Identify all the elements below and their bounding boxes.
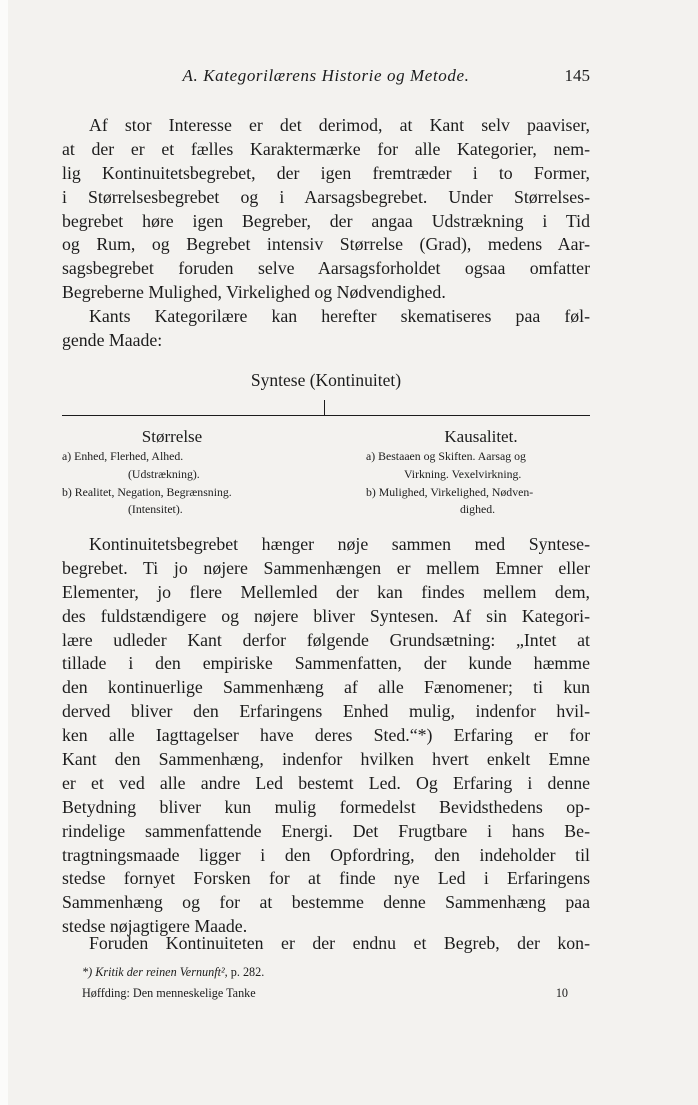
text-line: Elementer, jo flere Mellemled der kan findes mellem dem,	[62, 581, 590, 602]
running-header	[62, 66, 590, 90]
text-line: er et ved alle andre Led bestemt Led. Og Erfaring i denne	[62, 772, 590, 793]
text-line: at der er et fælles Karaktermærke for alle Kategorier, nem-	[62, 138, 590, 159]
footnote	[82, 965, 264, 980]
column-heading: Størrelse	[141, 427, 203, 446]
text-line: lig Kontinuitetsbegrebet, der igen fremtræder i to Former,	[62, 162, 590, 183]
text-line: ken alle Iagttagelser have deres Sted.“*) Erfaring er for	[62, 725, 590, 746]
column-line: (Udstrækning).	[128, 466, 200, 481]
text-line: tillade i den empiriske Sammenfatten, der kunde hæmme	[62, 653, 590, 674]
paragraph-3	[62, 533, 590, 939]
text-line: derved bliver den Erfaringens Enhed mulig, indenfor hvil-	[62, 701, 590, 722]
column-line: Virkning. Vexelvirkning.	[404, 466, 522, 481]
column-heading: Kausalitet.	[444, 427, 518, 446]
footnote-marker: *)	[82, 965, 93, 979]
diagram-title: Syntese (Kontinuitet)	[250, 370, 402, 390]
printer-signature	[82, 986, 568, 1001]
text-line: begrebet. Ti jo nøjere Sammenhængen er mellem Emner eller	[62, 557, 590, 578]
text-line: Kant den Sammenhæng, indenfor hvilken hvert enkelt Emne	[62, 749, 590, 770]
diagram-right-column	[366, 426, 596, 519]
text-line: lære udleder Kant derfor følgende Grundsætning: „Intet at	[62, 629, 590, 650]
paragraph-4	[62, 932, 590, 956]
text-line: des fuldstændigere og nøjere bliver Syntesen. Af sin Kategori-	[62, 605, 590, 626]
text-line: den kontinuerlige Sammenhæng af alle Fænomener; ti kun	[62, 677, 590, 698]
paragraph-2	[62, 305, 590, 353]
text-line: Betydning bliver kun mulig formedelst Bevidsthedens op-	[62, 796, 590, 817]
text-line: Sammenhæng og for at bestemme denne Sammenhæng paa	[62, 892, 590, 913]
text-line: rindelige sammenfattende Energi. Det Frugtbare i hans Be-	[62, 820, 590, 841]
text-line: Begreberne Mulighed, Virkelighed og Nødvendighed.	[62, 282, 446, 303]
text-line: Kontinuitetsbegrebet hænger nøje sammen med Syntese-	[89, 534, 590, 554]
text-line: tragtningsmaade ligger i den Opfordring, den indeholder til	[62, 844, 590, 865]
text-line: gende Maade:	[62, 329, 163, 350]
text-line: sagsbegrebet foruden selve Aarsagsforholdet ogsaa omfatter	[62, 258, 590, 279]
diagram-connector	[324, 400, 325, 416]
signature-text: Høffding: Den menneskelige Tanke	[82, 986, 256, 1000]
text-line: Foruden Kontinuiteten er der endnu et Begreb, der kon-	[89, 933, 590, 953]
text-line: i Størrelsesbegrebet og i Aarsagsbegrebet. Under Størrelses-	[62, 186, 590, 207]
text-line: Af stor Interesse er det derimod, at Kant selv paaviser,	[89, 115, 590, 135]
text-line: stedse nøjagtigere Maade.	[62, 916, 248, 937]
text-line: stedse fornyet Forsken for at finde nye Led i Erfaringens	[62, 868, 590, 889]
column-line: b) Mulighed, Virkelighed, Nødven-	[366, 484, 534, 499]
page-number: 145	[564, 66, 590, 85]
column-line: a) Bestaaen og Skiften. Aarsag og	[366, 449, 526, 463]
diagram-rule	[62, 415, 590, 416]
footnote-page-ref: p. 282.	[230, 965, 265, 979]
column-line: (Intensitet).	[128, 502, 183, 517]
running-title: A. Kategorilærens Historie og Metode.	[182, 66, 470, 85]
column-line: b) Realitet, Negation, Begrænsning.	[62, 484, 232, 499]
paragraph-1	[62, 114, 590, 305]
column-line: dighed.	[460, 502, 496, 517]
text-line: Kants Kategorilære kan herefter skematiseres paa føl-	[89, 306, 590, 326]
text-line: og Rum, og Begrebet intensiv Størrelse (Grad), medens Aar-	[62, 234, 590, 255]
column-line: a) Enhed, Flerhed, Alhed.	[62, 449, 184, 463]
diagram-left-column	[62, 426, 302, 519]
text-line: begrebet høre igen Begreber, der angaa Udstrækning i Tid	[62, 210, 590, 231]
signature-number: 10	[555, 986, 568, 1000]
footnote-citation: Kritik der reinen Vernunft²,	[95, 965, 228, 979]
